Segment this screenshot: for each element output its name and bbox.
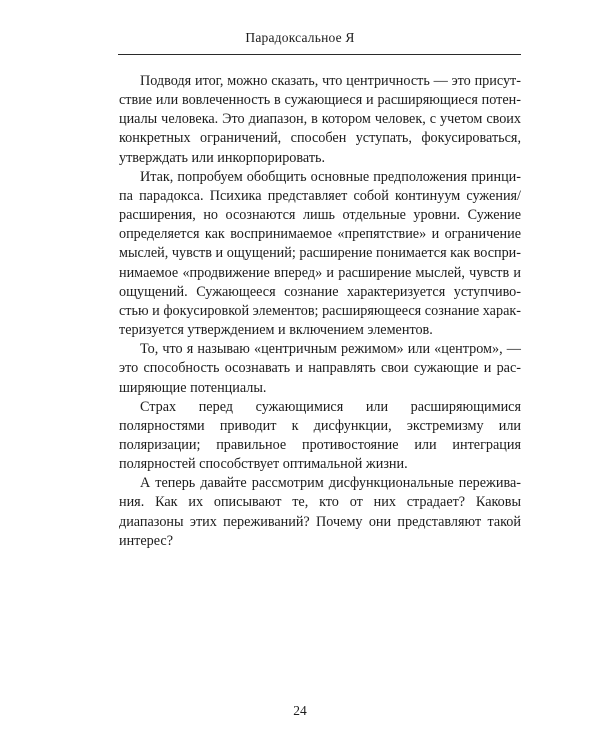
- paragraph-4: Страх перед сужающимися или расширяющимися полярностями приводит к дисфункции, экстремизму или поляризации; правильное противостояние или интеграция полярностей способствует оптимальной жизни.: [119, 398, 521, 473]
- body-text: [119, 72, 521, 551]
- header-rule: [118, 54, 521, 55]
- paragraph-1: Подводя итог, можно сказать, что центричность — это присутствие или вовлеченность в сужающиеся и расширяющиеся потенциалы человека. Это диапазон, в котором человек, с учетом своих конкретных ограничений, способен уступать, фокусироваться, утверждать или инкорпорировать.: [119, 73, 521, 166]
- page-number: 24: [293, 703, 307, 718]
- paragraph-5: А теперь давайте рассмотрим дисфункциональные переживания. Как их описывают те, кто от них страдает? Каковы диапазоны этих переживаний? Почему они представляют такой интерес?: [119, 475, 521, 549]
- paragraph-2: Итак, попробуем обобщить основные предположения принципа парадокса. Психика представляет собой континуум сужения/ расширения, но осознаются лишь отдельные уровни. Сужение определяется как воспринимаемое «препятствие» и ограничение мыслей, чувств и ощущений; расширение понимается как воспринимаемое «продвижение вперед» и расширение мыслей, чувств и ощущений. Сужающееся сознание характеризуется уступчивостью и фокусировкой элементов; расширяющееся сознание характеризуется утверждением и включением элементов.: [119, 168, 521, 339]
- running-head: Парадоксальное Я: [245, 30, 355, 45]
- paragraph-3: То, что я называю «центричным режимом» или «центром», — это способность осознавать и направлять свои сужающие и расширяющие потенциалы.: [119, 341, 521, 396]
